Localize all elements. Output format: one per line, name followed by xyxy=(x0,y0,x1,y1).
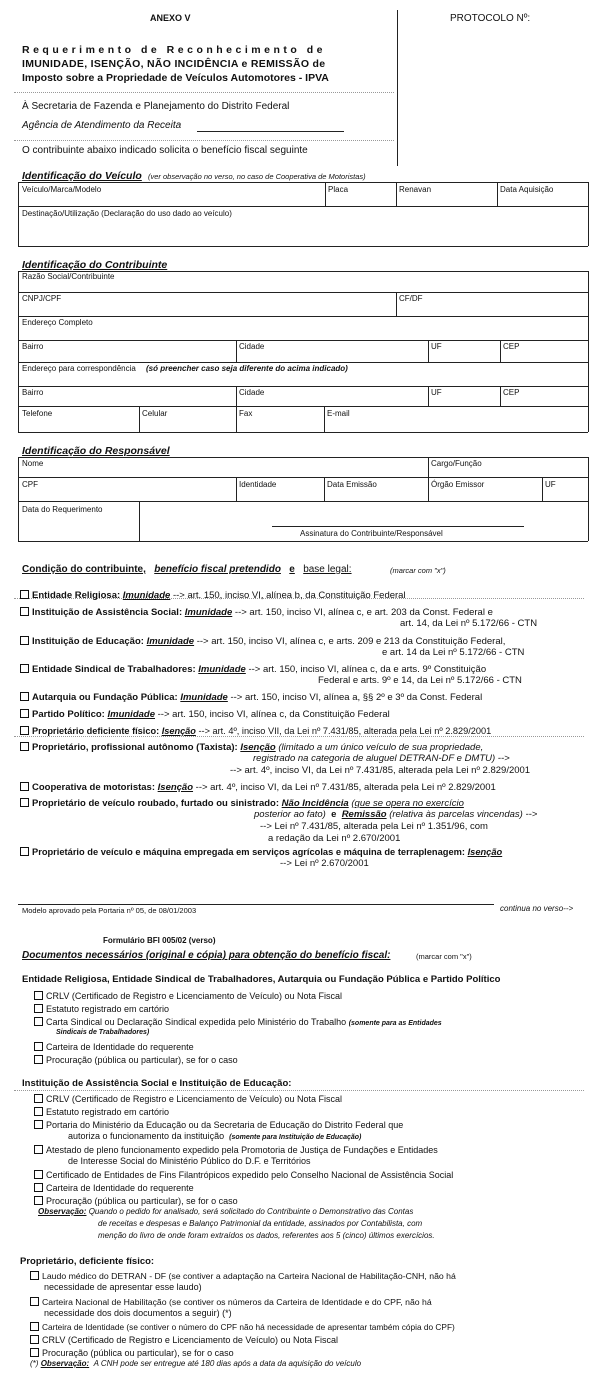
checkbox[interactable] xyxy=(34,1004,43,1013)
title-line-2: IMUNIDADE, ISENÇÃO, NÃO INCIDÊNCIA e REMISSÃO de xyxy=(22,58,326,70)
doc-item[interactable]: Laudo médico do DETRAN - DF (se contiver a adaptação na Carteira Nacional de Habilitação-CNH, não há xyxy=(30,1271,456,1281)
table-border xyxy=(18,362,588,363)
checkbox[interactable] xyxy=(34,1196,43,1205)
condicao-item-roubado[interactable]: Proprietário de veículo roubado, furtado ou sinistrado: Não Incidência (que se opera no exercício xyxy=(20,798,464,809)
doc-item[interactable]: Carteira de Identidade do requerente xyxy=(34,1042,194,1052)
table-border xyxy=(396,292,397,316)
doc-item[interactable]: Carteira de Identidade (se contiver o número do CPF não há necessidade de apresentar também cópia do CPF) xyxy=(30,1322,455,1331)
observacao-1: Observação: Quando o pedido for analisado, será solicitado do Contribuinte o Demonstrativo das Contas xyxy=(38,1207,414,1216)
condicao-item-cooperativa[interactable]: Cooperativa de motoristas: Isenção --> art. 4º, inciso VI, da Lei nº 7.431/85, alterada pela Lei nº 2.829/2001 xyxy=(20,782,496,793)
observacao-2: (*) Observação: A CNH pode ser entregue até 180 dias após a data da aquisição do veículo xyxy=(30,1359,362,1368)
cep-label: CEP xyxy=(503,342,520,351)
table-border xyxy=(18,501,588,502)
observacao-1-cont: menção do livro de onde foram extraídos os dados, referentes aos 5 (cinco) últimos exercícios. xyxy=(98,1231,435,1240)
table-border xyxy=(497,182,498,206)
destinacao-label: Destinação/Utilização (Declaração do uso dado ao veículo) xyxy=(22,209,232,218)
table-border xyxy=(18,457,588,458)
table-border xyxy=(18,541,588,542)
doc-item[interactable]: Portaria do Ministério da Educação ou da Secretaria de Educação do Distrito Federal que xyxy=(34,1120,403,1130)
condicao-item-religiosa[interactable]: Entidade Religiosa: Imunidade --> art. 150, inciso VI, alínea b, da Constituição Federal xyxy=(20,590,406,601)
checkbox[interactable] xyxy=(30,1322,39,1331)
table-border xyxy=(18,316,588,317)
guide-line xyxy=(14,1090,584,1091)
table-border xyxy=(139,406,140,432)
condicao-item-cont: registrado na categoria de aluguel DETRAN-DF e DMTU) --> xyxy=(253,753,510,764)
condicao-item-educacao[interactable]: Instituição de Educação: Imunidade --> art. 150, inciso VI, alínea c, e arts. 209 e 213 da Constituição Federal, xyxy=(20,636,505,647)
cep2-label: CEP xyxy=(503,388,520,397)
endereco-corresp-label: Endereço para correspondência xyxy=(22,364,136,373)
anexo-label: ANEXO V xyxy=(150,13,191,23)
doc-item[interactable]: Carta Sindical ou Declaração Sindical expedida pelo Ministério do Trabalho (somente para as Entidades xyxy=(34,1017,442,1027)
condicao-item-cont: Federal e arts. 9º e 14, da Lei nº 5.172/66 - CTN xyxy=(318,675,522,686)
table-border xyxy=(588,457,589,541)
telefone-label: Telefone xyxy=(22,409,53,418)
condicao-item-cont: e art. 14 da Lei nº 5.172/66 - CTN xyxy=(382,647,525,658)
identidade-label: Identidade xyxy=(239,480,277,489)
checkbox[interactable] xyxy=(20,782,29,791)
data-aquisicao-label: Data Aquisição xyxy=(500,185,554,194)
checkbox[interactable] xyxy=(20,742,29,751)
bairro2-label: Bairro xyxy=(22,388,44,397)
marca-label: Veículo/Marca/Modelo xyxy=(22,185,102,194)
guide-line xyxy=(14,92,394,93)
renavan-label: Renavan xyxy=(399,185,432,194)
group1-title: Entidade Religiosa, Entidade Sindical de Trabalhadores, Autarquia ou Fundação Pública e Partido Político xyxy=(22,974,501,985)
table-border xyxy=(18,406,588,407)
condicao-item-cont: --> Lei nº 2.670/2001 xyxy=(280,858,369,869)
modelo-aprovado: Modelo aprovado pela Portaria nº 05, de 08/01/2003 xyxy=(22,906,197,915)
secretaria-text: À Secretaria de Fazenda e Planejamento do Distrito Federal xyxy=(22,101,290,112)
table-border xyxy=(18,182,19,246)
protocolo-label: PROTOCOLO Nº: xyxy=(450,13,531,24)
checkbox[interactable] xyxy=(34,1055,43,1064)
doc-item-note: Sindicais de Trabalhadores) xyxy=(56,1029,150,1036)
checkbox[interactable] xyxy=(30,1271,39,1280)
doc-item[interactable]: CRLV (Certificado de Registro e Licenciamento de Veículo) ou Nota Fiscal xyxy=(34,1094,342,1104)
table-border xyxy=(18,432,588,433)
condicao-heading-part: base legal: xyxy=(303,564,352,575)
group3-title: Proprietário, deficiente físico: xyxy=(20,1256,155,1267)
doc-item-cont: de Interesse Social do Ministério Público do D.F. e Territórios xyxy=(68,1156,311,1166)
checkbox[interactable] xyxy=(34,1017,43,1026)
docs-note: (marcar com "x") xyxy=(416,952,472,961)
condicao-item-agricola[interactable]: Proprietário de veículo e máquina empregada em serviços agrícolas e máquina de terraplenagem: Isenção xyxy=(20,847,502,857)
condicao-heading-part: Condição do contribuinte, xyxy=(22,564,146,575)
cpf-label: CPF xyxy=(22,480,38,489)
formulario-label: Formulário BFI 005/02 (verso) xyxy=(103,936,216,945)
orgao-emissor-label: Órgão Emissor xyxy=(431,480,485,489)
table-border xyxy=(428,477,429,501)
doc-item[interactable]: Estatuto registrado em cartório xyxy=(34,1004,169,1014)
table-border xyxy=(588,271,589,432)
veiculo-note: (ver observação no verso, no caso de Cooperativa de Motoristas) xyxy=(148,172,366,181)
doc-item[interactable]: Procuração (pública ou particular), se for o caso xyxy=(34,1055,238,1065)
table-border xyxy=(325,182,326,206)
condicao-item-taxista[interactable]: Proprietário, profissional autônomo (Taxista): Isenção (limitado a um único veículo de sua propriedade, xyxy=(20,742,483,753)
signature-line[interactable] xyxy=(272,526,524,527)
checkbox[interactable] xyxy=(34,1107,43,1116)
table-border xyxy=(18,182,588,183)
table-border xyxy=(542,477,543,501)
data-emissao-label: Data Emissão xyxy=(327,480,377,489)
condicao-item-partido[interactable]: Partido Político: Imunidade --> art. 150, inciso VI, alínea c, da Constituição Federal xyxy=(20,709,390,720)
doc-item[interactable]: CRLV (Certificado de Registro e Licenciamento de Veículo) ou Nota Fiscal xyxy=(34,991,342,1001)
condicao-heading xyxy=(22,565,352,575)
doc-item[interactable]: CRLV (Certificado de Registro e Licenciamento de Veículo) ou Nota Fiscal xyxy=(30,1335,338,1345)
condicao-item-deficiente[interactable]: Proprietário deficiente físico: Isenção --> art. 4º, inciso VII, da Lei nº 7.431/85, alterada pela Lei nº 2.829/2001 xyxy=(20,726,491,736)
table-border xyxy=(500,340,501,362)
title-line-1: Requerimento de Reconhecimento de xyxy=(22,44,326,56)
doc-item[interactable]: Carteira de Identidade do requerente xyxy=(34,1183,194,1193)
cidade2-label: Cidade xyxy=(239,388,265,397)
protocolo-box-border xyxy=(397,10,398,166)
contribuinte-section-title: Identificação do Contribuinte xyxy=(22,259,168,271)
placa-label: Placa xyxy=(328,185,349,194)
agencia-input-line[interactable] xyxy=(197,131,344,132)
bairro-label: Bairro xyxy=(22,342,44,351)
doc-item[interactable]: Procuração (pública ou particular), se for o caso xyxy=(34,1196,238,1206)
checkbox[interactable] xyxy=(34,991,43,1000)
cfdf-label: CF/DF xyxy=(399,294,423,303)
checkbox[interactable] xyxy=(34,1183,43,1192)
table-border xyxy=(236,386,237,406)
table-border xyxy=(236,406,237,432)
agencia-label: Agência de Atendimento da Receita xyxy=(22,120,182,131)
table-border xyxy=(324,406,325,432)
doc-item[interactable]: Certificado de Entidades de Fins Filantrópicos expedido pelo Conselho Nacional de Assistência Social xyxy=(34,1170,453,1180)
responsavel-section-title: Identificação do Responsável xyxy=(22,445,170,457)
condicao-heading-part: benefício fiscal pretendido xyxy=(154,564,281,575)
condicao-item-cont: a redação da Lei nº 2.670/2001 xyxy=(268,833,401,844)
celular-label: Celular xyxy=(142,409,168,418)
condicao-item-cont: art. 14, da Lei nº 5.172/66 - CTN xyxy=(400,618,538,629)
title-line-3: Imposto sobre a Propriedade de Veículos Automotores - IPVA xyxy=(22,72,329,84)
table-border xyxy=(18,292,588,293)
checkbox[interactable] xyxy=(30,1348,39,1357)
doc-item[interactable]: Atestado de pleno funcionamento expedido pela Promotoria de Justiça de Fundações e Entidades xyxy=(34,1145,438,1155)
veiculo-section-title: Identificação do Veículo xyxy=(22,170,142,182)
checkbox[interactable] xyxy=(20,692,29,701)
condicao-item-cont: posterior ao fato) e Remissão (relativa às parcelas vincendas) --> xyxy=(254,809,538,820)
table-border xyxy=(428,340,429,362)
table-border xyxy=(236,477,237,501)
footer-rule xyxy=(18,904,494,905)
guide-line xyxy=(14,140,394,141)
condicao-item-autarquia[interactable]: Autarquia ou Fundação Pública: Imunidade --> art. 150, inciso VI, alínea a, §§ 2º e 3º da Const. Federal xyxy=(20,692,482,703)
doc-item-cont: necessidade de apresentar esse laudo) xyxy=(44,1282,202,1292)
email-label: E-mail xyxy=(327,409,350,418)
table-border xyxy=(500,386,501,406)
observacao-1-cont: de receitas e despesas e Balanço Patrimonial da entidade, assinados por Contabilista, com xyxy=(98,1219,423,1228)
assinatura-label: Assinatura do Contribuinte/Responsável xyxy=(300,529,443,538)
table-border xyxy=(428,386,429,406)
table-border xyxy=(18,206,588,207)
checkbox[interactable] xyxy=(20,590,29,599)
uf-label: UF xyxy=(431,342,442,351)
table-border xyxy=(18,457,19,541)
uf3-label: UF xyxy=(545,480,556,489)
table-border xyxy=(396,182,397,206)
checkbox[interactable] xyxy=(20,664,29,673)
checkbox[interactable] xyxy=(20,636,29,645)
condicao-heading-part: e xyxy=(289,564,295,575)
condicao-item-assistencia[interactable]: Instituição de Assistência Social: Imunidade --> art. 150, inciso VI, alínea c, e art. 203 da Const. Federal e xyxy=(20,607,493,618)
checkbox[interactable] xyxy=(34,1145,43,1154)
doc-item-cont: necessidade dos dois documentos a seguir) (*) xyxy=(44,1308,232,1318)
checkbox[interactable] xyxy=(20,798,29,807)
checkbox[interactable] xyxy=(30,1297,39,1306)
table-border xyxy=(18,386,588,387)
checkbox[interactable] xyxy=(34,1094,43,1103)
endereco-corresp-note: (só preencher caso seja diferente do acima indicado) xyxy=(146,364,348,373)
endereco-label: Endereço Completo xyxy=(22,318,93,327)
data-requerimento-label: Data do Requerimento xyxy=(22,505,103,514)
checkbox[interactable] xyxy=(34,1120,43,1129)
cnpj-label: CNPJ/CPF xyxy=(22,294,62,303)
cidade-label: Cidade xyxy=(239,342,265,351)
doc-item[interactable]: Estatuto registrado em cartório xyxy=(34,1107,169,1117)
doc-item[interactable]: Carteira Nacional de Habilitação (se contiver os números da Carteira de Identidade e do CPF, não há xyxy=(30,1297,432,1307)
table-border xyxy=(18,477,588,478)
solicita-text: O contribuinte abaixo indicado solicita o benefício fiscal seguinte xyxy=(22,145,308,156)
uf2-label: UF xyxy=(431,388,442,397)
group2-title: Instituição de Assistência Social e Instituição de Educação: xyxy=(22,1078,292,1089)
table-border xyxy=(18,246,588,247)
checkbox[interactable] xyxy=(20,607,29,616)
condicao-item-cont: --> Lei nº 7.431/85, alterada pela Lei nº 1.351/96, com xyxy=(260,821,488,832)
cargo-label: Cargo/Função xyxy=(431,459,482,468)
nome-label: Nome xyxy=(22,459,44,468)
table-border xyxy=(324,477,325,501)
fax-label: Fax xyxy=(239,409,253,418)
razao-label: Razão Social/Contribuinte xyxy=(22,272,115,281)
doc-item[interactable]: Procuração (pública ou particular), se for o caso xyxy=(30,1348,234,1358)
continua-verso: continua no verso--> xyxy=(500,904,574,913)
table-border xyxy=(139,501,140,541)
table-border xyxy=(18,340,588,341)
condicao-item-cont: --> art. 4º, inciso VI, da Lei nº 7.431/85, alterada pela Lei nº 2.829/2001 xyxy=(230,765,531,776)
table-border xyxy=(588,182,589,246)
docs-title: Documentos necessários (original e cópia) para obtenção do benefício fiscal: xyxy=(22,950,391,961)
condicao-item-sindical[interactable]: Entidade Sindical de Trabalhadores: Imunidade --> art. 150, inciso VI, alínea c, da e arts. 9º Constituição xyxy=(20,664,486,675)
checkbox[interactable] xyxy=(34,1042,43,1051)
marcar-note: (marcar com "x") xyxy=(390,566,446,575)
checkbox[interactable] xyxy=(34,1170,43,1179)
checkbox[interactable] xyxy=(20,726,29,735)
table-border xyxy=(236,340,237,362)
table-border xyxy=(18,271,19,432)
doc-item-cont: autoriza o funcionamento da instituição (somente para Instituição de Educação) xyxy=(68,1131,362,1141)
table-border xyxy=(428,457,429,477)
checkbox[interactable] xyxy=(20,847,29,856)
checkbox[interactable] xyxy=(30,1335,39,1344)
checkbox[interactable] xyxy=(20,709,29,718)
